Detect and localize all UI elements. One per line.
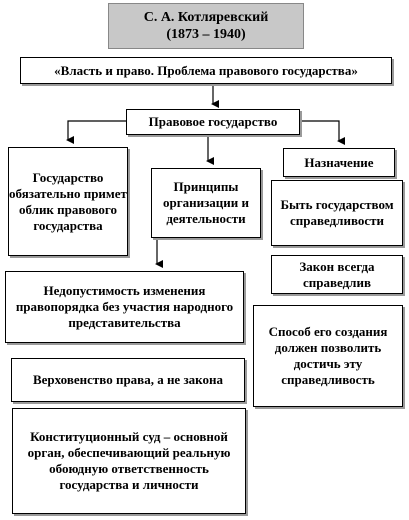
principle-supremacy-box: Верховенство права, а не закона	[11, 358, 245, 402]
work-title-box: «Власть и право. Проблема правового государства»	[20, 57, 392, 84]
state-form-box: Государство обязательно примет облик правового государства	[8, 147, 128, 256]
principle-no-change-box: Недопустимость изменения правопорядка без участия народного представительства	[5, 271, 244, 343]
rule-of-law-state-box: Правовое государство	[126, 109, 300, 135]
arrow-state-to-left	[68, 121, 126, 140]
purpose-box: Назначение	[283, 148, 395, 177]
arrow-state-to-right	[299, 121, 339, 141]
purpose-method-box: Способ его создания должен позволить достичь эту справедливость	[253, 305, 403, 407]
principle-court-box: Конституционный суд – основной орган, обеспечивающий реальную обоюдную ответственность государства и личности	[12, 408, 246, 514]
purpose-law-just-box: Закон всегда справедлив	[271, 255, 403, 294]
principles-box: Принципы организации и деятельности	[151, 168, 261, 238]
purpose-justice-box: Быть государством справедливости	[271, 180, 403, 246]
author-title: С. А. Котляревский (1873 – 1940)	[108, 3, 304, 49]
